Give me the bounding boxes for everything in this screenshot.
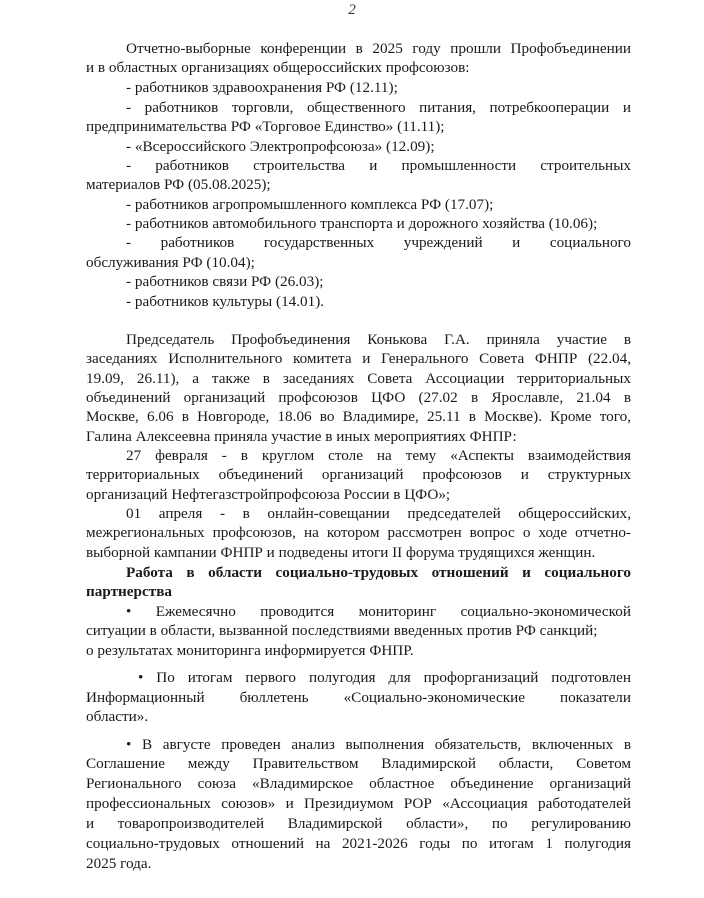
intro-line: Отчетно-выборные конференции в 2025 году прошли Профобъединении [126, 40, 631, 57]
list-item: - работников строительства и промышленности строительных [126, 157, 631, 174]
event-line: территориальных объединений организаций профсоюзов и структурных [86, 466, 631, 483]
event-line: выборной кампании ФНПР и подведены итоги II форума трудящихся женщин. [86, 544, 596, 561]
paragraph-line: объединений организаций профсоюзов ЦФО (27.02 в Ярославле, 21.04 в [86, 389, 631, 406]
page-number: 2 [348, 2, 356, 18]
bullet-line: о результатах мониторинга информируется ФНПР. [86, 642, 414, 659]
section-heading: партнерства [86, 583, 172, 600]
bullet-line: • По итогам первого полугодия для профорганизаций подготовлен [138, 669, 631, 686]
paragraph-line: Москве, 6.06 в Новгороде, 18.06 во Владимире, 25.11 в Москве). Кроме того, [86, 408, 631, 425]
bullet-line: социально-трудовых отношений на 2021-2026 годы по итогам 1 полугодия [86, 835, 631, 852]
bullet-line: области». [86, 708, 149, 725]
list-item: - работников торговли, общественного питания, потребкооперации и [126, 99, 631, 116]
paragraph-line: заседаниях Исполнительного комитета и Генерального Совета ФНПР (22.04, [86, 350, 631, 367]
paragraph-line: Председатель Профобъединения Конькова Г.А. приняла участие в [126, 331, 631, 348]
bullet-line: Информационный бюллетень «Социально-экономические показатели [86, 689, 631, 706]
paragraph-line: Галина Алексеевна приняла участие в иных мероприятиях ФНПР: [86, 428, 517, 445]
bullet-line: Регионального союза «Владимирское областное объединение организаций [86, 775, 631, 792]
bullet-line: ситуации в области, вызванной последствиями введенных против РФ санкций; [86, 622, 598, 639]
event-line: межрегиональных профсоюзов, на котором рассмотрен вопрос о ходе отчетно- [86, 524, 631, 541]
event-line: 01 апреля - в онлайн-совещании председателей общероссийских, [126, 505, 631, 522]
bullet-line: • В августе проведен анализ выполнения обязательств, включенных в [126, 736, 631, 753]
list-item: - работников связи РФ (26.03); [126, 273, 324, 290]
list-item: - работников государственных учреждений и социального [126, 234, 631, 251]
list-item: - работников агропромышленного комплекса РФ (17.07); [126, 196, 494, 213]
bullet-line: 2025 года. [86, 855, 152, 872]
list-item-continuation: предпринимательства РФ «Торговое Единство» (11.11); [86, 118, 445, 135]
intro-line: и в областных организациях общероссийских профсоюзов: [86, 59, 470, 76]
event-line: 27 февраля - в круглом столе на тему «Аспекты взаимодействия [126, 447, 631, 464]
bullet-line: и товаропроизводителей Владимирской области», по регулированию [86, 815, 631, 832]
list-item-continuation: материалов РФ (05.08.2025); [86, 176, 271, 193]
list-item: - работников здравоохранения РФ (12.11); [126, 79, 398, 96]
list-item-continuation: обслуживания РФ (10.04); [86, 254, 255, 271]
event-line: организаций Нефтегазстройпрофсоюза России в ЦФО»; [86, 486, 451, 503]
list-item: - работников культуры (14.01). [126, 293, 325, 310]
bullet-line: • Ежемесячно проводится мониторинг социально-экономической [126, 603, 631, 620]
list-item: - работников автомобильного транспорта и дорожного хозяйства (10.06); [126, 215, 598, 232]
paragraph-line: 19.09, 26.11), а также в заседаниях Совета Ассоциации территориальных [86, 370, 631, 387]
list-item: - «Всероссийского Электропрофсоюза» (12.09); [126, 138, 435, 155]
bullet-line: профессиональных союзов» и Президиумом РОР «Ассоциация работодателей [86, 795, 631, 812]
bullet-line: Соглашение между Правительством Владимирской области, Советом [86, 755, 631, 772]
section-heading: Работа в области социально-трудовых отношений и социального [126, 564, 631, 581]
